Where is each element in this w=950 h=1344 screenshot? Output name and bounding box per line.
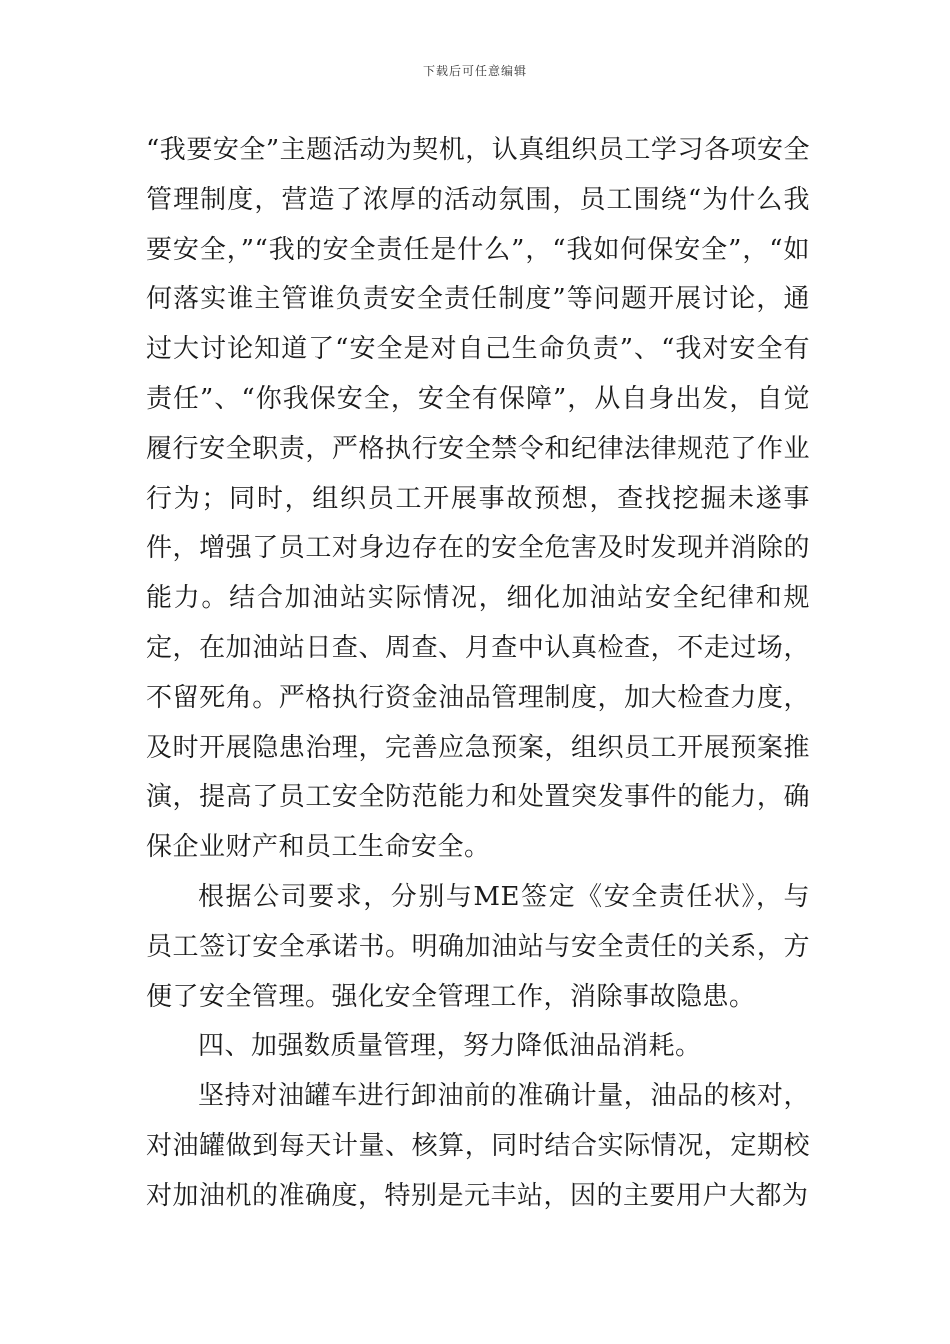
paragraph-tanker-measurement: 坚持对油罐车进行卸油前的准确计量，油品的核对，对油罐做到每天计量、核算，同时结合实际情况，定期校对加油机的准确度，特别是元丰站，因的主要用户大都为 <box>146 1081 810 1211</box>
paragraph-responsibility-agreement: 根据公司要求，分别与ME签定《安全责任状》，与员工签订安全承诺书。明确加油站与安全责任的关系，方便了安全管理。强化安全管理工作，消除事故隐患。 <box>146 881 810 1012</box>
paragraph-safety-activity: “我要安全”主题活动为契机，认真组织员工学习各项安全管理制度，营造了浓厚的活动氛围，员工围绕“为什么我要安全，”“我的安全责任是什么”，“我如何保安全”，“如何落实谁主管谁负责安全责任制度”等问题开展讨论，通过大讨论知道了“安全是对自己生命负责”、“我对安全有责任”、“你我保安全，安全有保障”，从自身出发，自觉履行安全职责，严格执行安全禁令和纪律法律规范了作业行为；同时，组织员工开展事故预想，查找挖掘未遂事件，增强了员工对身边存在的安全危害及时发现并消除的能力。结合加油站实际情况，细化加油站安全纪律和规定，在加油站日查、周查、月查中认真检查，不走过场，不留死角。严格执行资金油品管理制度，加大检查力度，及时开展隐患治理，完善应急预案，组织员工开展预案推演，提高了员工安全防范能力和处置突发事件的能力，确保企业财产和员工生命安全。 <box>146 135 810 863</box>
section-heading-quality-management: 四、加强数质量管理，努力降低油品消耗。 <box>198 1031 702 1062</box>
document-body <box>146 126 810 1222</box>
page-header-note: 下载后可任意编辑 <box>422 64 527 78</box>
